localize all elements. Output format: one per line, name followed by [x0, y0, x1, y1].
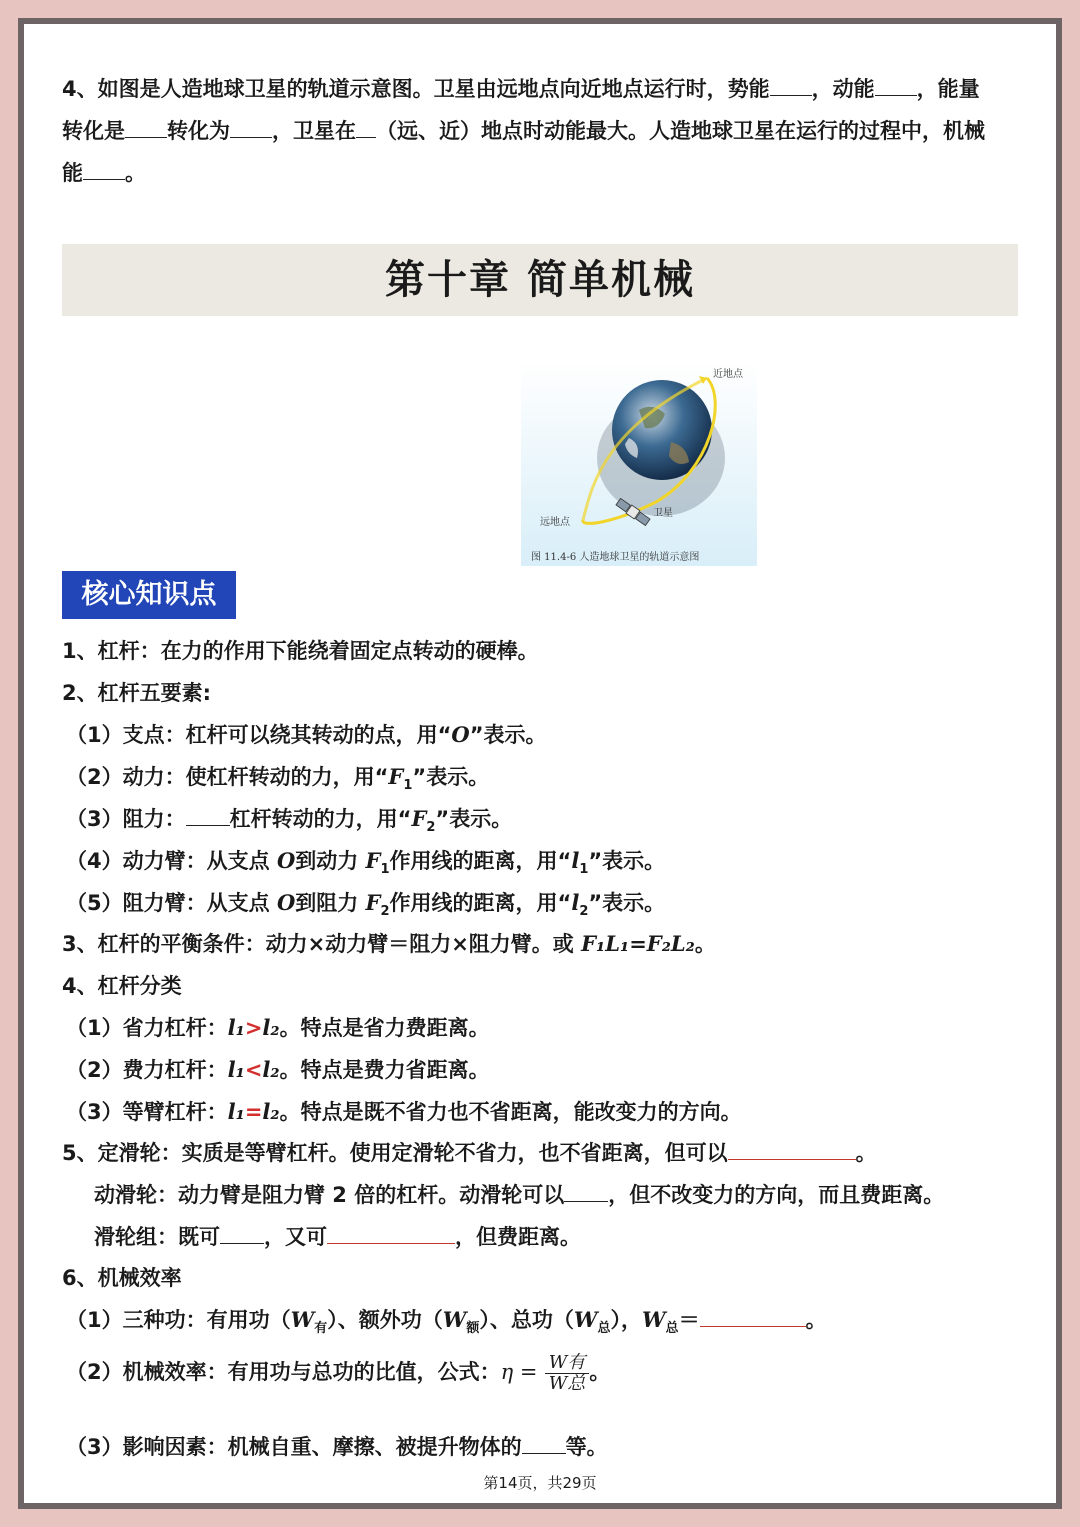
- item-text: 4、杠杆分类: [62, 974, 182, 998]
- item-3: [62, 929, 716, 959]
- symbol-w: W: [442, 1307, 467, 1332]
- item-text: 。特点是省力费距离。: [279, 1016, 490, 1040]
- item-text: ”表示。: [588, 891, 666, 915]
- blank: [564, 1183, 608, 1202]
- blank: [125, 119, 167, 138]
- q4-text: 。: [125, 161, 146, 185]
- item-text: 。: [694, 932, 716, 956]
- item-2-3: [66, 804, 512, 843]
- symbol-l1: l₁: [227, 1099, 245, 1124]
- figure-caption: 图 11.4-6 人造地球卫星的轨道示意图: [531, 552, 700, 563]
- item-text: 3、杠杆的平衡条件：动力×动力臂＝阻力×阻力臂。或: [62, 932, 582, 956]
- subscript: 有: [314, 1321, 328, 1337]
- item-6: [62, 1263, 182, 1293]
- item-text: （3）影响因素：机械自重、摩擦、被提升物体的: [66, 1435, 522, 1459]
- page-footer: 第14页，共29页: [483, 1474, 597, 1492]
- item-text: ”表示。: [588, 849, 666, 873]
- item-6-2: [66, 1348, 610, 1396]
- item-2-2: [66, 762, 489, 801]
- item-6-1: [66, 1305, 827, 1344]
- label-apogee: 远地点: [540, 517, 570, 528]
- symbol-l2: l₂: [262, 1057, 280, 1082]
- symbol-l: l: [571, 890, 580, 915]
- item-4-2: [66, 1055, 490, 1085]
- satellite-orbit-figure: [521, 360, 757, 566]
- symbol-w: W: [573, 1307, 598, 1332]
- item-text: 2、杠杆五要素:: [62, 681, 212, 705]
- subscript: 总: [597, 1321, 611, 1337]
- blank: [728, 1141, 856, 1160]
- q4-text: 4、如图是人造地球卫星的轨道示意图。卫星由远地点向近地点运行时，势能: [62, 77, 770, 101]
- symbol-l2: l₂: [262, 1099, 280, 1124]
- item-1: [62, 636, 539, 666]
- blank: [327, 1225, 455, 1244]
- q4-text: （远、近）地点时动能最大。人造地球卫星在运行的过程中，机械: [376, 119, 985, 143]
- efficiency-fraction: [545, 1353, 590, 1394]
- item-2-1: [66, 720, 547, 750]
- item-text: 到动力: [295, 849, 366, 873]
- symbol-o: O: [276, 848, 296, 873]
- item-6-3: [66, 1432, 608, 1462]
- blank: [875, 77, 917, 96]
- symbol-l2: l₂: [262, 1015, 280, 1040]
- blank: [356, 119, 376, 138]
- blank: [186, 807, 230, 826]
- symbol-f: F: [365, 848, 381, 873]
- item-5-2: [94, 1180, 944, 1210]
- symbol-w: W: [641, 1307, 666, 1332]
- q4-line-2: [62, 116, 985, 146]
- symbol-o: O: [451, 722, 470, 747]
- item-text: 。: [805, 1308, 827, 1332]
- item-text: 5、定滑轮：实质是等臂杠杆。使用定滑轮不省力，也不省距离，但可以: [62, 1141, 728, 1165]
- item-text: （1）省力杠杆：: [66, 1016, 228, 1040]
- item-text: （2）机械效率：有用功与总功的比值，公式：: [66, 1360, 501, 1384]
- item-text: 滑轮组：既可: [94, 1225, 220, 1249]
- symbol-o: O: [276, 890, 296, 915]
- item-4-1: [66, 1013, 490, 1043]
- operator: >: [244, 1016, 263, 1040]
- operator: =: [244, 1100, 263, 1124]
- q4-text: ，动能: [811, 77, 875, 101]
- item-text: 到阻力: [295, 891, 366, 915]
- q4-text: 能: [62, 161, 83, 185]
- item-text: （1）三种功：有用功（: [66, 1308, 291, 1332]
- blank: [522, 1435, 566, 1454]
- item-text: （1）支点：杠杆可以绕其转动的点，用“: [66, 723, 452, 747]
- item-5-3: [94, 1222, 581, 1252]
- fraction-numerator: W有: [545, 1353, 590, 1374]
- subscript: 1: [579, 862, 589, 878]
- symbol-l1: l₁: [227, 1015, 245, 1040]
- label-satellite: 卫星: [653, 508, 673, 519]
- q4-text: 转化是: [62, 119, 125, 143]
- item-text: ）、总功（: [479, 1308, 574, 1332]
- blank: [230, 119, 272, 138]
- item-text: （4）动力臂：从支点: [66, 849, 277, 873]
- subscript: 总: [665, 1321, 679, 1337]
- chapter-title: 第十章 简单机械: [62, 244, 1018, 316]
- item-text: ），: [610, 1308, 642, 1332]
- q4-text: ，卫星在: [272, 119, 356, 143]
- label-perigee: 近地点: [713, 369, 743, 380]
- item-text: ”表示。: [412, 765, 490, 789]
- operator: <: [244, 1058, 263, 1082]
- symbol-f: F: [365, 890, 381, 915]
- fraction-denominator: W总: [548, 1372, 586, 1394]
- item-text: ”表示。: [435, 807, 513, 831]
- blank: [700, 1308, 806, 1327]
- item-4-3: [66, 1097, 742, 1127]
- item-text: 。特点是费力省距离。: [279, 1058, 490, 1082]
- symbol-f: F: [411, 806, 427, 831]
- item-2: [62, 678, 211, 708]
- symbol-l1: l₁: [227, 1057, 245, 1082]
- item-text: ，但不改变力的方向，而且费距离。: [608, 1183, 945, 1207]
- q4-text: 转化为: [167, 119, 230, 143]
- symbol-w: W: [290, 1307, 315, 1332]
- q4-line-1: [62, 74, 980, 104]
- item-4: [62, 971, 182, 1001]
- section-badge: 核心知识点: [62, 571, 236, 619]
- item-text: （2）费力杠杆：: [66, 1058, 228, 1082]
- item-text: 作用线的距离，用“: [389, 849, 572, 873]
- blank: [83, 161, 125, 180]
- item-text: 作用线的距离，用“: [389, 891, 572, 915]
- item-text: 。特点是既不省力也不省距离，能改变力的方向。: [279, 1100, 742, 1124]
- subscript: 2: [579, 904, 589, 920]
- item-text: 。: [589, 1360, 611, 1384]
- blank: [220, 1225, 264, 1244]
- item-text: （3）阻力：: [66, 807, 186, 831]
- symbol-eta: η =: [500, 1360, 538, 1384]
- q4-line-3: [62, 158, 146, 188]
- item-text: （5）阻力臂：从支点: [66, 891, 277, 915]
- subscript: 2: [426, 820, 436, 836]
- q4-text: ，能量: [916, 77, 980, 101]
- item-5: [62, 1138, 877, 1168]
- item-text: 。: [855, 1141, 877, 1165]
- item-text: （2）动力：使杠杆转动的力，用“: [66, 765, 389, 789]
- item-text: 动滑轮：动力臂是阻力臂 2 倍的杠杆。动滑轮可以: [94, 1183, 565, 1207]
- item-text: ，但费距离。: [455, 1225, 581, 1249]
- item-text: 6、机械效率: [62, 1266, 182, 1290]
- item-text: 杠杆转动的力，用“: [229, 807, 412, 831]
- item-text: ，又可: [264, 1225, 327, 1249]
- subscript: 额: [466, 1321, 480, 1337]
- symbol-l: l: [571, 848, 580, 873]
- subscript: 1: [403, 778, 413, 794]
- item-text: 等。: [565, 1435, 608, 1459]
- item-text: 1、杠杆：在力的作用下能绕着固定点转动的硬棒。: [62, 639, 539, 663]
- subscript: 1: [380, 862, 390, 878]
- item-2-5: [66, 888, 665, 927]
- symbol-f: F: [388, 764, 404, 789]
- item-text: ＝: [678, 1308, 700, 1332]
- subscript: 2: [380, 904, 390, 920]
- item-2-4: [66, 846, 665, 885]
- item-text: （3）等臂杠杆：: [66, 1100, 228, 1124]
- item-text: ”表示。: [469, 723, 547, 747]
- balance-formula: F₁L₁=F₂L₂: [581, 931, 695, 956]
- blank: [770, 77, 812, 96]
- item-text: ）、额外功（: [327, 1308, 443, 1332]
